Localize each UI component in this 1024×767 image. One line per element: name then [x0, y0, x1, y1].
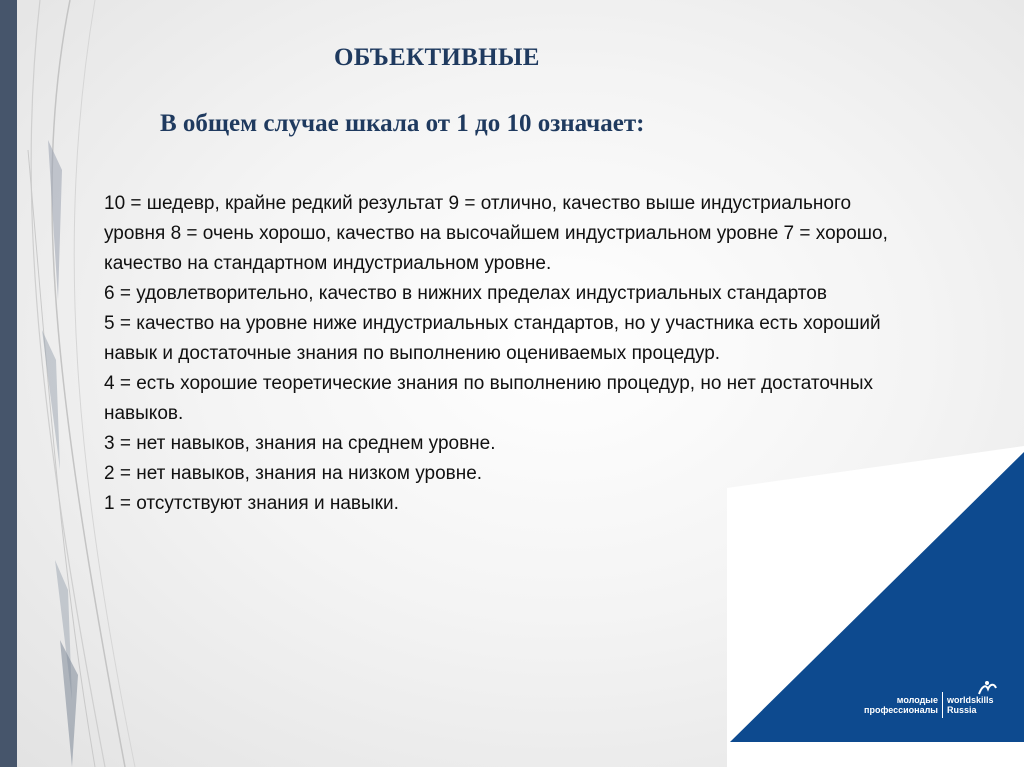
- logo-line-worldskills: worldskills: [947, 695, 994, 705]
- paragraph-scale-5: 5 = качество на уровне ниже индустриальных стандартов, но у участника есть хороший навык и достаточные знания по выполнению оцениваемых процедур.: [104, 313, 881, 364]
- paragraph-scale-3: 3 = нет навыков, знания на среднем уровне.: [104, 433, 496, 454]
- logo-line-molodye: молодые: [896, 695, 938, 705]
- worldskills-logo: [856, 680, 1006, 725]
- paragraph-scale-6: 6 = удовлетворительно, качество в нижних пределах индустриальных стандартов: [104, 283, 827, 304]
- logo-divider: [942, 692, 943, 718]
- logo-text-left: [856, 695, 938, 715]
- paragraph-scale-2: 2 = нет навыков, знания на низком уровне.: [104, 463, 483, 484]
- logo-text-right: [947, 695, 994, 715]
- paragraph-scale-4: 4 = есть хорошие теоретические знания по выполнению процедур, но нет достаточных навыков.: [104, 373, 874, 424]
- paragraph-scale-1: 1 = отсутствуют знания и навыки.: [104, 493, 399, 514]
- logo-line-professionaly: профессионалы: [864, 705, 938, 715]
- scale-description: [104, 189, 904, 519]
- slide-title: ОБЪЕКТИВНЫЕ: [334, 44, 540, 71]
- slide-subtitle: В общем случае шкала от 1 до 10 означает:: [160, 110, 645, 137]
- paragraph-scale-10-7: 10 = шедевр, крайне редкий результат 9 = отлично, качество выше индустриального уровня 8 = очень хорошо, качество на высочайшем индустриальном уровне 7 = хорошо, качество на стандартном индустриальном уровне.: [104, 193, 888, 274]
- logo-line-russia: Russia: [947, 705, 977, 715]
